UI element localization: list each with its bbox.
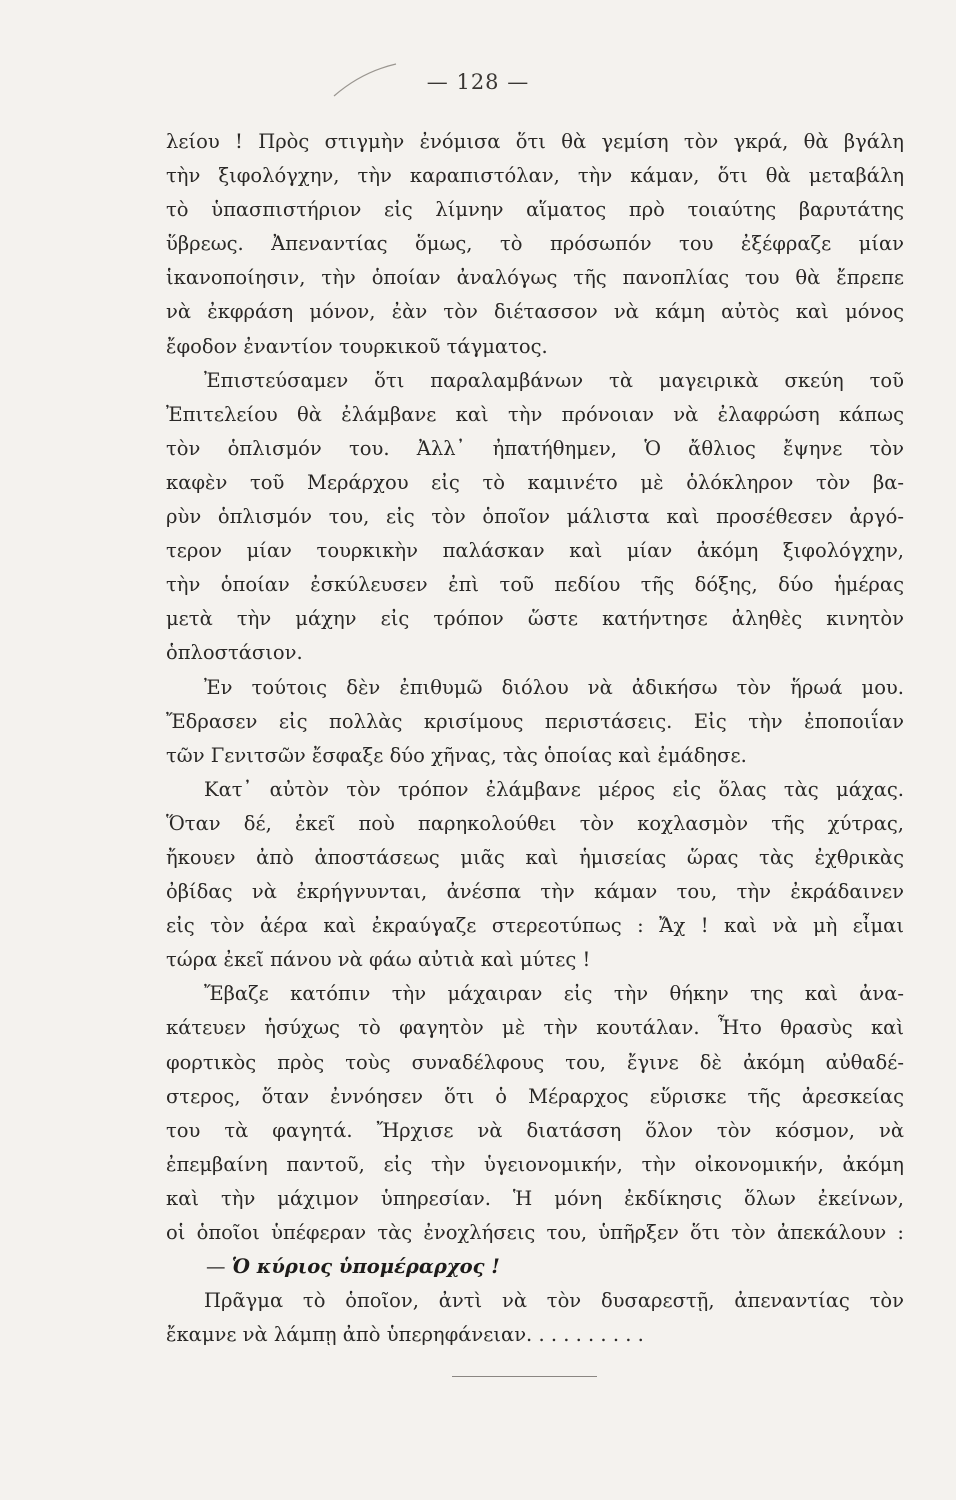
text-line: ἔφοδον ἐναντίον τουρκικοῦ τάγματος. [166,334,548,358]
text-line: τὸ ὑπασπιστήριον εἰς λίμνην αἵματος πρὸ τοιαύτης βαρυτάτης [166,198,904,222]
text-line: Ἔδρασεν εἰς πολλὰς κρισίμους περιστάσεις. Εἰς τὴν ἐποποιΐαν [166,709,904,733]
paragraph-start: Κατ᾽ αὐτὸν τὸν τρόπον ἐλάμβανε μέρος εἰς ὅλας τὰς μάχας. [204,777,904,801]
body-text [166,125,904,1352]
text-line: τώρα ἐκεῖ πάνου νὰ φάω αὐτιὰ καὶ μύτες ! [166,948,591,972]
text-line: τὴν ξιφολόγχην, τὴν καραπιστόλαν, τὴν κάμαν, ὅτι θὰ μεταβάλη [166,164,904,188]
text-line: τῶν Γενιτσῶν ἔσφαξε δύο χῆνας, τὰς ὁποίας καὶ ἐμάδησε. [166,743,747,767]
text-line: ὁπλοστάσιον. [166,641,303,665]
paragraph-start: Ἐπιστεύσαμεν ὅτι παραλαμβάνων τὰ μαγειρικὰ σκεύη τοῦ [204,368,904,392]
text-line: φορτικὸς πρὸς τοὺς συναδέλφους του, ἔγινε δὲ ἀκόμη αὐθαδέ- [166,1050,904,1074]
text-line: ἱκανοποίησιν, τὴν ὁποίαν ἀναλόγως τῆς πανοπλίας του θὰ ἔπρεπε [166,266,904,290]
text-line: Ἐπιτελείου θὰ ἐλάμβανε καὶ τὴν πρόνοιαν νὰ ἐλαφρώση κάπως [166,402,904,426]
page-number: — 128 — [426,70,530,94]
paragraph-start: Ἐν τούτοις δὲν ἐπιθυμῶ διόλου νὰ ἀδικήσω τὸν ἥρωά μου. [204,675,904,699]
nickname-exclamation: Ὁ κύριος ὑπομέραρχος ! [231,1255,500,1279]
text-line: εἰς τὸν ἀέρα καὶ ἐκραύγαζε στερεοτύπως : Ἄχ ! καὶ νὰ μὴ εἶμαι [166,914,904,938]
text-line: κάτευεν ἡσύχως τὸ φαγητὸν μὲ τὴν κουτάλαν. Ἦτο θρασὺς καὶ [166,1016,904,1040]
text-line: οἱ ὁποῖοι ὑπέφεραν τὰς ἐνοχλήσεις του, ὑπῆρξεν ὅτι τὸν ἀπεκάλουν : [166,1221,904,1244]
text-line: λείου ! Πρὸς στιγμὴν ἐνόμισα ὅτι θὰ γεμίση τὸν γκρά, θὰ βγάλη [166,130,904,153]
text-line: στερος, ὅταν ἐννόησεν ὅτι ὁ Μέραρχος εὕρισκε τῆς ἀρεσκείας [166,1084,904,1108]
end-rule [452,1376,597,1377]
text-line: ἔκαμνε νὰ λάμπῃ ἀπὸ ὑπερηφάνειαν. . . . . . . . . . [166,1323,644,1347]
text-line: ἐπεμβαίνη παντοῦ, εἰς τὴν ὑγειονομικήν, τὴν οἰκονομικήν, ἀκόμη [166,1152,904,1176]
text-line: τὸν ὁπλισμόν του. Ἀλλ᾽ ἠπατήθημεν, Ὁ ἄθλιος ἔψηνε τὸν [166,436,904,460]
text-line: τὴν ὁποίαν ἐσκύλευσεν ἐπὶ τοῦ πεδίου τῆς δόξης, δύο ἡμέρας [166,573,904,597]
text-line: ἤκουεν ἀπὸ ἀποστάσεως μιᾶς καὶ ἡμισείας ὥρας τὰς ἐχθρικὰς [166,845,904,869]
text-line: ρὺν ὁπλισμόν του, εἰς τὸν ὁποῖον μάλιστα καὶ προσέθεσεν ἀργό- [166,505,904,529]
text-line: Ὅταν δέ, ἐκεῖ ποὺ παρηκολούθει τὸν κοχλασμὸν τῆς χύτρας, [166,811,904,835]
text-line: νὰ ἐκφράση μόνον, ἐὰν τὸν διέτασσον νὰ κάμη αὐτὸς καὶ μόνος [166,300,904,324]
text-line: καὶ τὴν μάχιμον ὑπηρεσίαν. Ἡ μόνη ἐκδίκησις ὅλων ἐκείνων, [166,1186,904,1210]
text-line: τερον μίαν τουρκικὴν παλάσκαν καὶ μίαν ἀκόμη ξιφολόγχην, [166,539,904,563]
em-dash: — [206,1255,226,1279]
paragraph-start: Ἔβαζε κατόπιν τὴν μάχαιραν εἰς τὴν θήκην της καὶ ἀνα- [204,982,904,1006]
exclamation-line [166,1250,904,1284]
text-line: ὕβρεως. Ἀπεναντίας ὅμως, τὸ πρόσωπόν του ἐξέφραζε μίαν [166,232,904,256]
text-line: ὀβίδας νὰ ἐκρήγνυνται, ἀνέσπα τὴν κάμαν του, τὴν ἐκράδαινεν [166,880,904,904]
text-line: καφὲν τοῦ Μεράρχου εἰς τὸ καμινέτο μὲ ὁλόκληρον τὸν βα- [166,470,904,494]
text-line: μετὰ τὴν μάχην εἰς τρόπον ὥστε κατήντησε ἀληθὲς κινητὸν [166,607,904,631]
text-line: του τὰ φαγητά. Ἤρχισε νὰ διατάσση ὅλον τὸν κόσμον, νὰ [166,1118,904,1142]
paragraph-start: Πρᾶγμα τὸ ὁποῖον, ἀντὶ νὰ τὸν δυσαρεστῇ, ἀπεναντίας τὸν [204,1289,904,1313]
